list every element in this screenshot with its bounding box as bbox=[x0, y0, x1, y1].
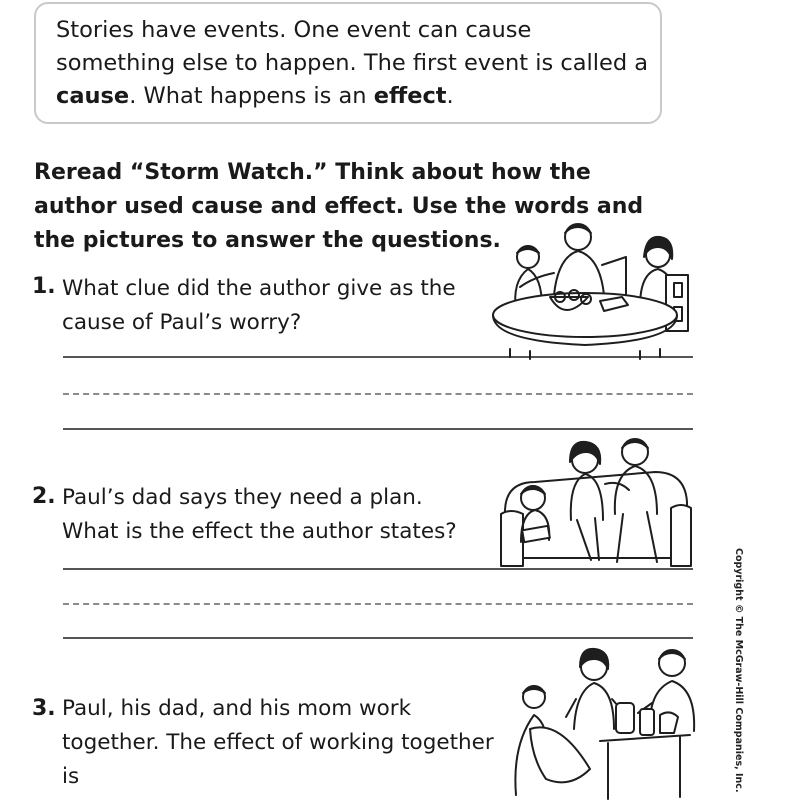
definition-text-part-1: Stories have events. One event can cause something else to happen. The first event is called a bbox=[56, 17, 649, 76]
question-3-number: 3. bbox=[32, 696, 56, 721]
definition-text-part-2: . What happens is an bbox=[129, 83, 374, 109]
family-at-table-drawing bbox=[490, 215, 700, 360]
question-2-text: Paul’s dad says they need a plan. What is the effect the author states? bbox=[62, 485, 457, 544]
question-2-number: 2. bbox=[32, 484, 56, 509]
question-3-text: Paul, his dad, and his mom work together. The effect of working together is bbox=[62, 696, 494, 789]
family-packing-drawing bbox=[500, 645, 700, 801]
definition-text-part-3: . bbox=[446, 83, 454, 109]
answer-line-1c[interactable] bbox=[63, 428, 693, 430]
term-cause: cause bbox=[56, 83, 130, 109]
answer-line-2b[interactable] bbox=[63, 603, 693, 605]
term-effect: effect bbox=[373, 83, 447, 109]
answer-line-2c[interactable] bbox=[63, 637, 693, 639]
family-on-couch-drawing bbox=[495, 432, 695, 567]
question-1-text: What clue did the author give as the cause of Paul’s worry? bbox=[62, 276, 456, 335]
question-1-number: 1. bbox=[32, 274, 56, 299]
answer-line-2a[interactable] bbox=[63, 568, 693, 570]
instructions: Reread “Storm Watch.” Think about how the author used cause and effect. Use the words and the pictures to answer the questions. bbox=[34, 160, 644, 253]
definition-box bbox=[34, 2, 662, 124]
definition-text bbox=[56, 14, 656, 113]
copyright-notice bbox=[730, 548, 744, 793]
copyright-text: Copyright © The McGraw-Hill Companies, Inc. bbox=[733, 548, 744, 793]
answer-line-1b[interactable] bbox=[63, 393, 693, 395]
